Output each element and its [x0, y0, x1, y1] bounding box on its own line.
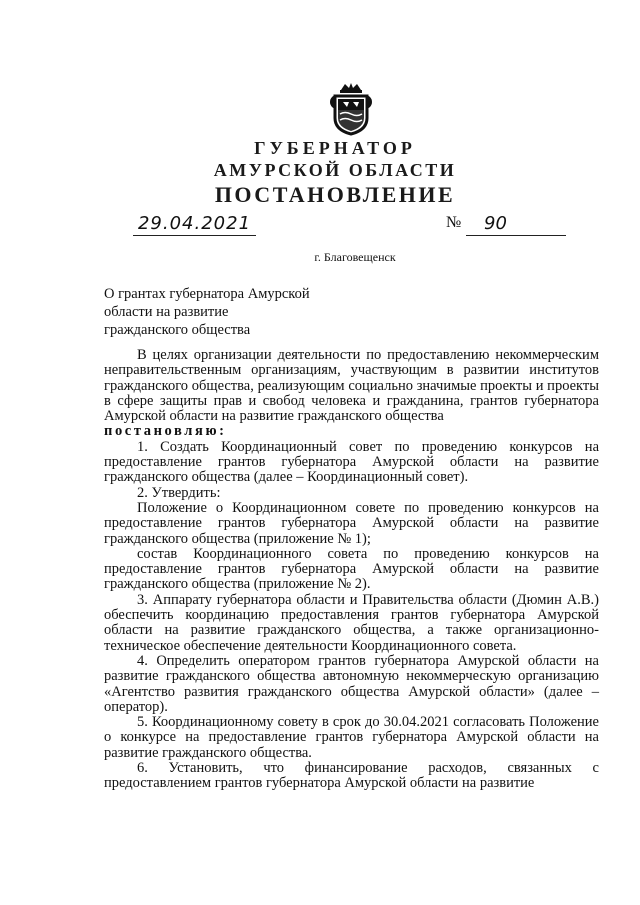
- document-type-title: ПОСТАНОВЛЕНИЕ: [214, 182, 456, 207]
- paragraph-5: 5. Координационному совету в срок до 30.04.2021 согласовать Положение о конкурсе на предоставление грантов губернатора Амурской области на развитие гражданского общества.: [104, 714, 599, 761]
- document-body: [104, 348, 599, 792]
- paragraph-1: 1. Создать Координационный совет по проведению конкурсов на предоставление грантов губернатора Амурской области на развитие гражданского общества (далее – Координационный совет).: [104, 438, 599, 486]
- header-title-governor: ГУБЕРНАТОР: [254, 138, 416, 158]
- subject-line: О грантах губернатора Амурской: [104, 286, 310, 302]
- preamble-paragraph: В целях организации деятельности по предоставлению некоммерческим неправительственным организациям, участвующим в развитии институтов гражданского общества, реализующим социально значимые проекты и проекты в сфере защиты прав и свобод человека и гражданина, грантов губернатора Амурской области на развитие гражданского общества: [104, 347, 599, 425]
- paragraph-2a: Положение о Координационном совете по проведению конкурсов на предоставление грантов губернатора Амурской области на развитие гражданского общества (приложение № 1);: [104, 499, 599, 547]
- decree-word: постановляю:: [104, 423, 227, 440]
- paragraph-4: 4. Определить оператором грантов губернатора Амурской области на развитие гражданского общества автономную некоммерческую организацию «Агентство развития гражданского общества Амурской области» (далее – оператор).: [104, 652, 599, 715]
- coat-of-arms-icon: [327, 80, 375, 136]
- document-number: 90: [466, 213, 566, 236]
- city-label: г. Благовещенск: [314, 250, 396, 264]
- subject-line: гражданского общества: [104, 322, 251, 338]
- decree-line: [104, 424, 599, 439]
- paragraph-2: 2. Утвердить:: [137, 484, 221, 501]
- header-title-region: АМУРСКОЙ ОБЛАСТИ: [213, 160, 457, 180]
- paragraph-6: 6. Установить, что финансирование расходов, связанных с предоставлением грантов губернатора Амурской области на развитие: [104, 760, 599, 792]
- document-date: 29.04.2021: [133, 213, 256, 236]
- document-subject: [104, 285, 310, 339]
- paragraph-2b: состав Координационного совета по проведению конкурсов на предоставление грантов губернатора Амурской области на развитие гражданского общества (приложение № 2).: [104, 545, 599, 593]
- subject-line: области на развитие: [104, 304, 229, 320]
- number-sign: №: [446, 214, 462, 231]
- paragraph-3: 3. Аппарату губернатора области и Правительства области (Дюмин А.В.) обеспечить координацию предоставления грантов губернатора Амурской области на развитие гражданского общества, а также организационно-техническое обеспечение деятельности Координационного совета.: [104, 591, 599, 654]
